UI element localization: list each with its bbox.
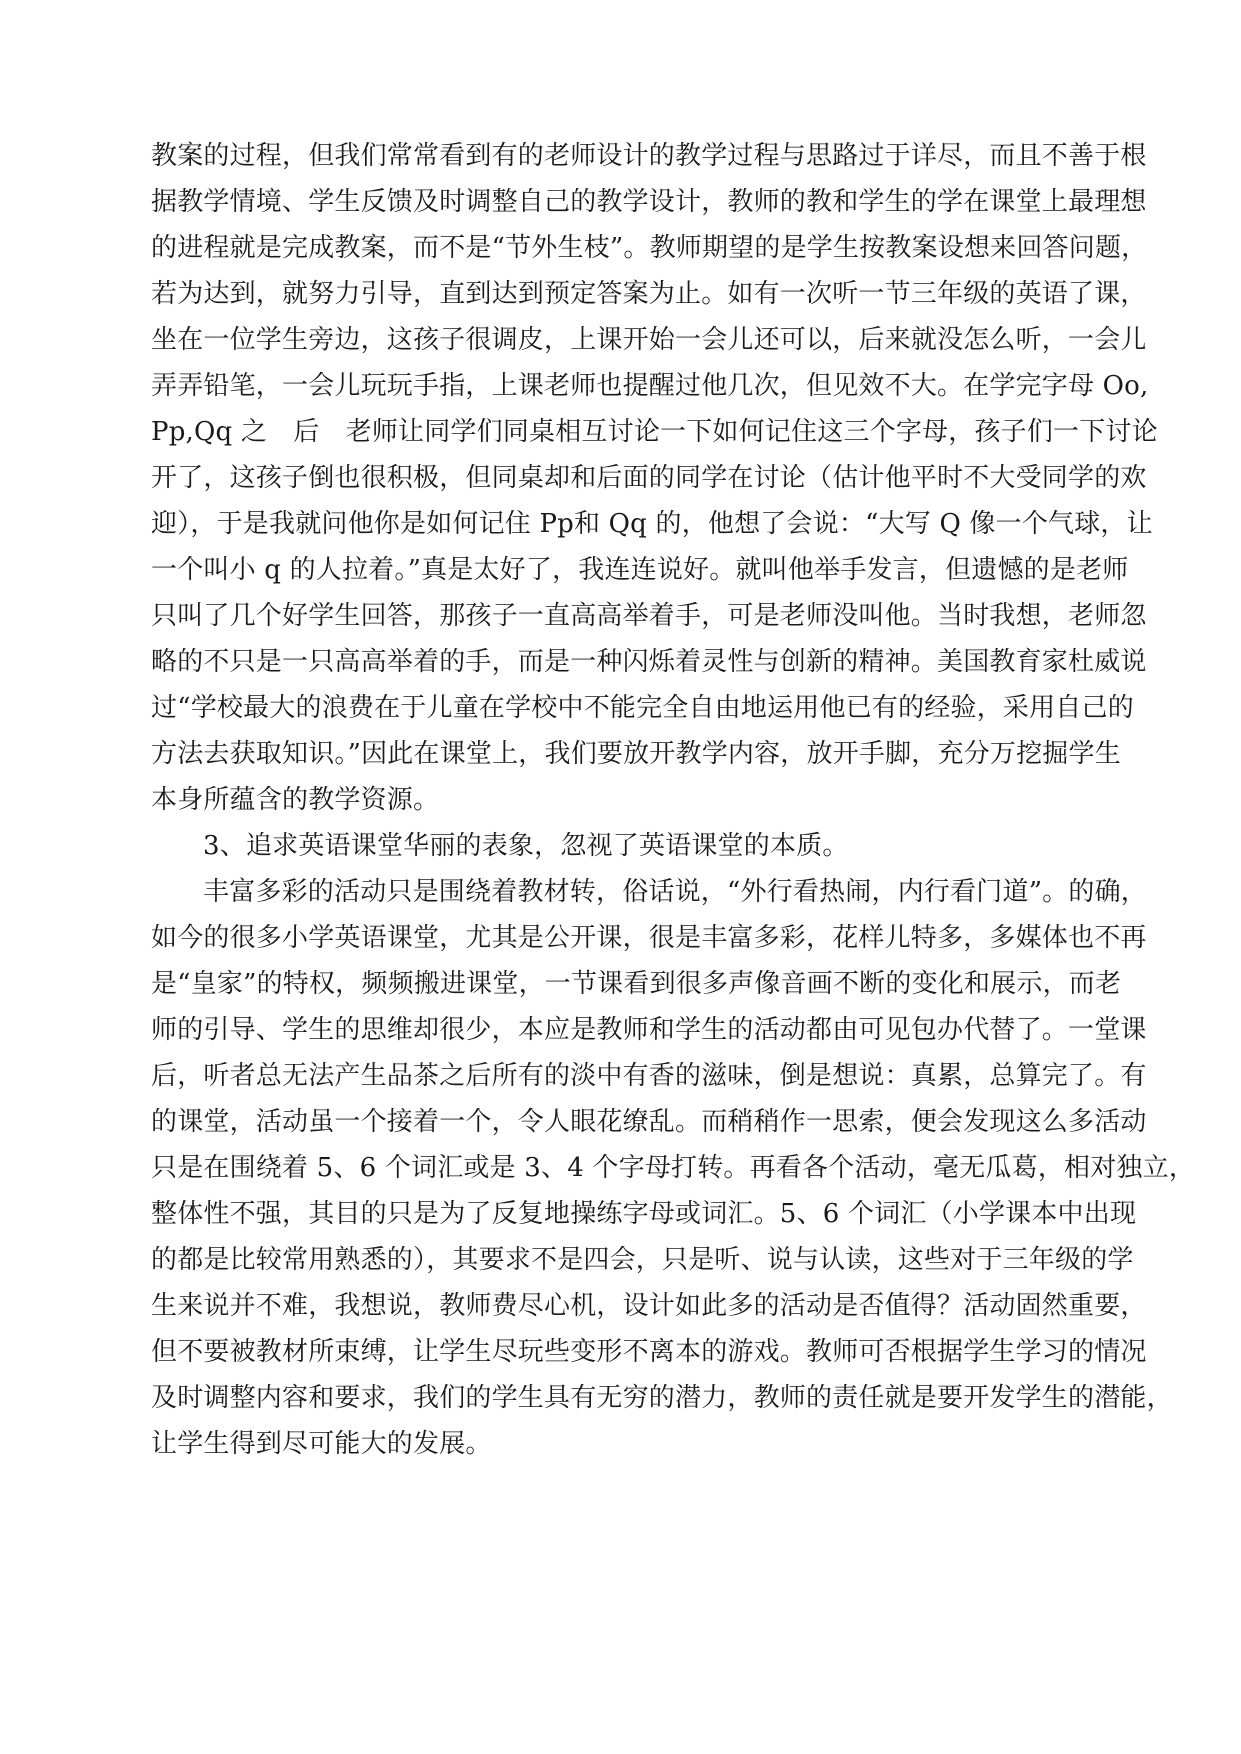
text-line: 丰富多彩的活动只是围绕着教材转，俗话说，“外行看热闹，内行看门道”。的确， [203,877,1147,907]
text-line: 教案的过程，但我们常常看到有的老师设计的教学过程与思路过于详尽，而且不善于根 [151,141,1147,171]
text-line: 的进程就是完成教案，而不是“节外生枝”。教师期望的是学生按教案设想来回答问题， [151,233,1148,263]
text-line: 让学生得到尽可能大的发展。 [151,1429,492,1459]
text-line: 是“皇家”的特权，频频搬进课堂，一节课看到很多声像音画不断的变化和展示，而老 [151,969,1122,999]
text-line: 的课堂，活动虽一个接着一个，令人眼花缭乱。而稍稍作一思索，便会发现这么多活动 [151,1107,1147,1137]
text-line: 但不要被教材所束缚，让学生尽玩些变形不离本的游戏。教师可否根据学生学习的情况 [151,1337,1147,1367]
text-line: 只叫了几个好学生回答，那孩子一直高高举着手，可是老师没叫他。当时我想，老师忽 [151,601,1147,631]
text-line: 据教学情境、学生反馈及时调整自己的教学设计，教师的教和学生的学在课堂上最理想 [151,187,1147,217]
text-line: 开了，这孩子倒也很积极，但同桌却和后面的同学在讨论（估计他平时不大受同学的欢 [151,463,1147,493]
text-line: 的都是比较常用熟悉的），其要求不是四会，只是听、说与认读，这些对于三年级的学 [151,1245,1134,1275]
text-line: 若为达到，就努力引导，直到达到预定答案为止。如有一次听一节三年级的英语了课， [151,279,1147,309]
text-line: 弄弄铅笔，一会儿玩玩手指，上课老师也提醒过他几次，但见效不大。在学完字母 Oo, [151,371,1149,401]
text-line: 师的引导、学生的思维却很少，本应是教师和学生的活动都由可见包办代替了。一堂课 [151,1015,1147,1045]
text-line: 一个叫小 q 的人拉着。”真是太好了，我连连说好。就叫他举手发言，但遗憾的是老师 [151,555,1129,585]
text-line: 后，听者总无法产生品茶之后所有的淡中有香的滋味，倒是想说：真累，总算完了。有 [151,1061,1147,1091]
text-line: 方法去获取知识。”因此在课堂上，我们要放开教学内容，放开手脚，充分万挖掘学生 [151,739,1121,769]
text-line: 坐在一位学生旁边，这孩子很调皮，上课开始一会儿还可以，后来就没怎么听，一会儿 [151,325,1147,355]
text-line: 只是在围绕着 5、6 个词汇或是 3、4 个字母打转。再看各个活动，毫无瓜葛，相对独立， [151,1153,1196,1183]
text-line: 整体性不强，其目的只是为了反复地操练字母或词汇。5、6 个词汇（小学课本中出现 [151,1199,1137,1229]
text-line: Pp,Qq 之 后 老师让同学们同桌相互讨论一下如何记住这三个字母，孩子们一下讨论 [151,417,1158,447]
text-line: 如今的很多小学英语课堂，尤其是公开课，很是丰富多彩，花样儿特多，多媒体也不再 [151,923,1147,953]
text-line: 迎），于是我就问他你是如何记住 Pp和 Qq 的，他想了会说：“大写 Q 像一个气球，让 [151,509,1153,539]
text-line: 及时调整内容和要求，我们的学生具有无穷的潜力，教师的责任就是要开发学生的潜能， [151,1383,1173,1413]
section-heading: 3、追求英语课堂华丽的表象，忽视了英语课堂的本质。 [203,831,849,861]
text-line: 生来说并不难，我想说，教师费尽心机，设计如此多的活动是否值得？活动固然重要， [151,1291,1147,1321]
text-line: 本身所蕴含的教学资源。 [151,785,440,815]
text-line: 略的不只是一只高高举着的手，而是一种闪烁着灵性与创新的精神。美国教育家杜威说 [151,647,1147,677]
text-line: 过“学校最大的浪费在于儿童在学校中不能完全自由地运用他已有的经验，采用自己的 [151,693,1134,723]
